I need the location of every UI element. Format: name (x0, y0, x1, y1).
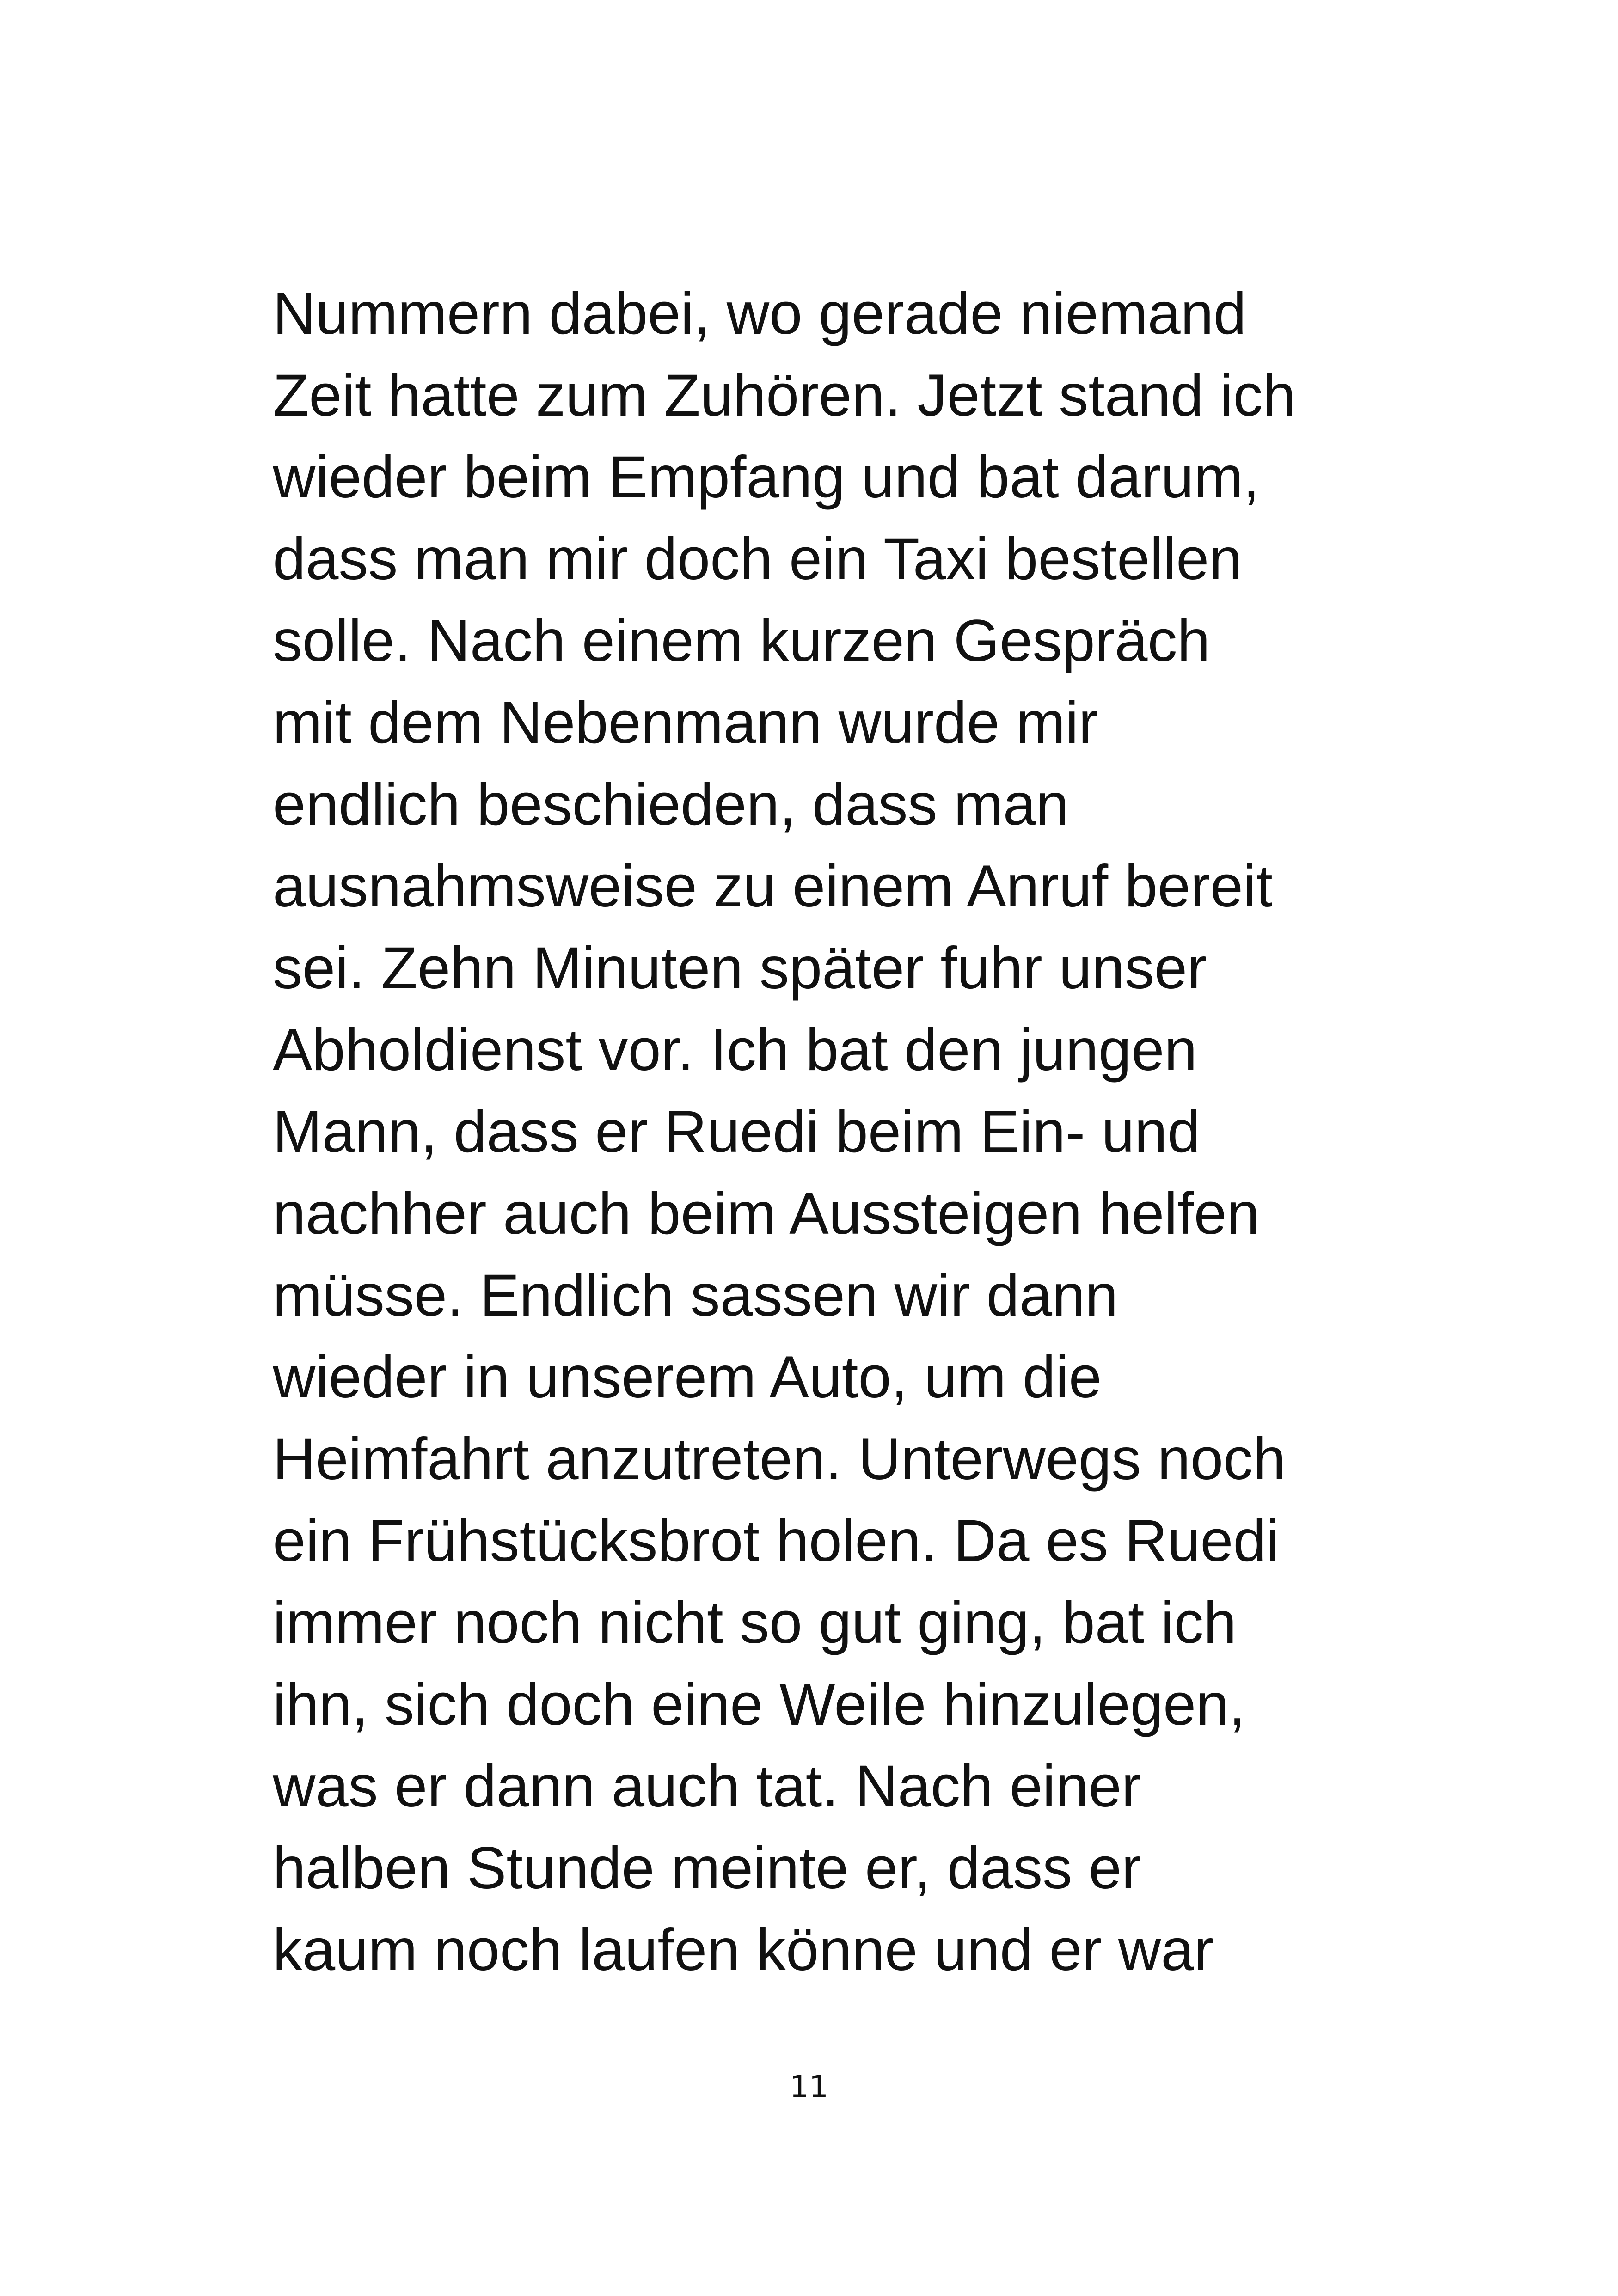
text-line: Abholdienst vor. Ich bat den jungen (273, 1017, 1197, 1083)
text-line: halben Stunde meinte er, dass er (273, 1835, 1141, 1901)
text-line: endlich beschieden, dass man (273, 771, 1069, 838)
text-line: sei. Zehn Minuten später fuhr unser (273, 935, 1207, 1001)
text-line: nachher auch beim Aussteigen helfen (273, 1181, 1260, 1247)
text-line: immer noch nicht so gut ging, bat ich (273, 1590, 1237, 1656)
text-line: Mann, dass er Ruedi beim Ein- und (273, 1099, 1201, 1165)
page-number: 11 (790, 2069, 828, 2105)
text-line: wieder beim Empfang und bat darum, (273, 444, 1260, 510)
text-line: kaum noch laufen könne und er war (273, 1917, 1214, 1983)
text-line: Nummern dabei, wo gerade niemand (273, 281, 1247, 347)
text-line: Heimfahrt anzutreten. Unterwegs noch (273, 1426, 1286, 1492)
text-line: was er dann auch tat. Nach einer (273, 1753, 1141, 1819)
text-line: dass man mir doch ein Taxi bestellen (273, 526, 1242, 592)
text-line: ein Frühstücksbrot holen. Da es Ruedi (273, 1508, 1280, 1574)
text-line: ausnahmsweise zu einem Anruf bereit (273, 853, 1273, 919)
text-line: mit dem Nebenmann wurde mir (273, 690, 1098, 756)
text-line: wieder in unserem Auto, um die (273, 1344, 1102, 1410)
text-line: Zeit hatte zum Zuhören. Jetzt stand ich (273, 362, 1296, 429)
text-line: müsse. Endlich sassen wir dann (273, 1262, 1118, 1329)
body-text (273, 273, 1428, 1991)
text-line: ihn, sich doch eine Weile hinzulegen, (273, 1671, 1245, 1738)
text-line: solle. Nach einem kurzen Gespräch (273, 608, 1210, 674)
